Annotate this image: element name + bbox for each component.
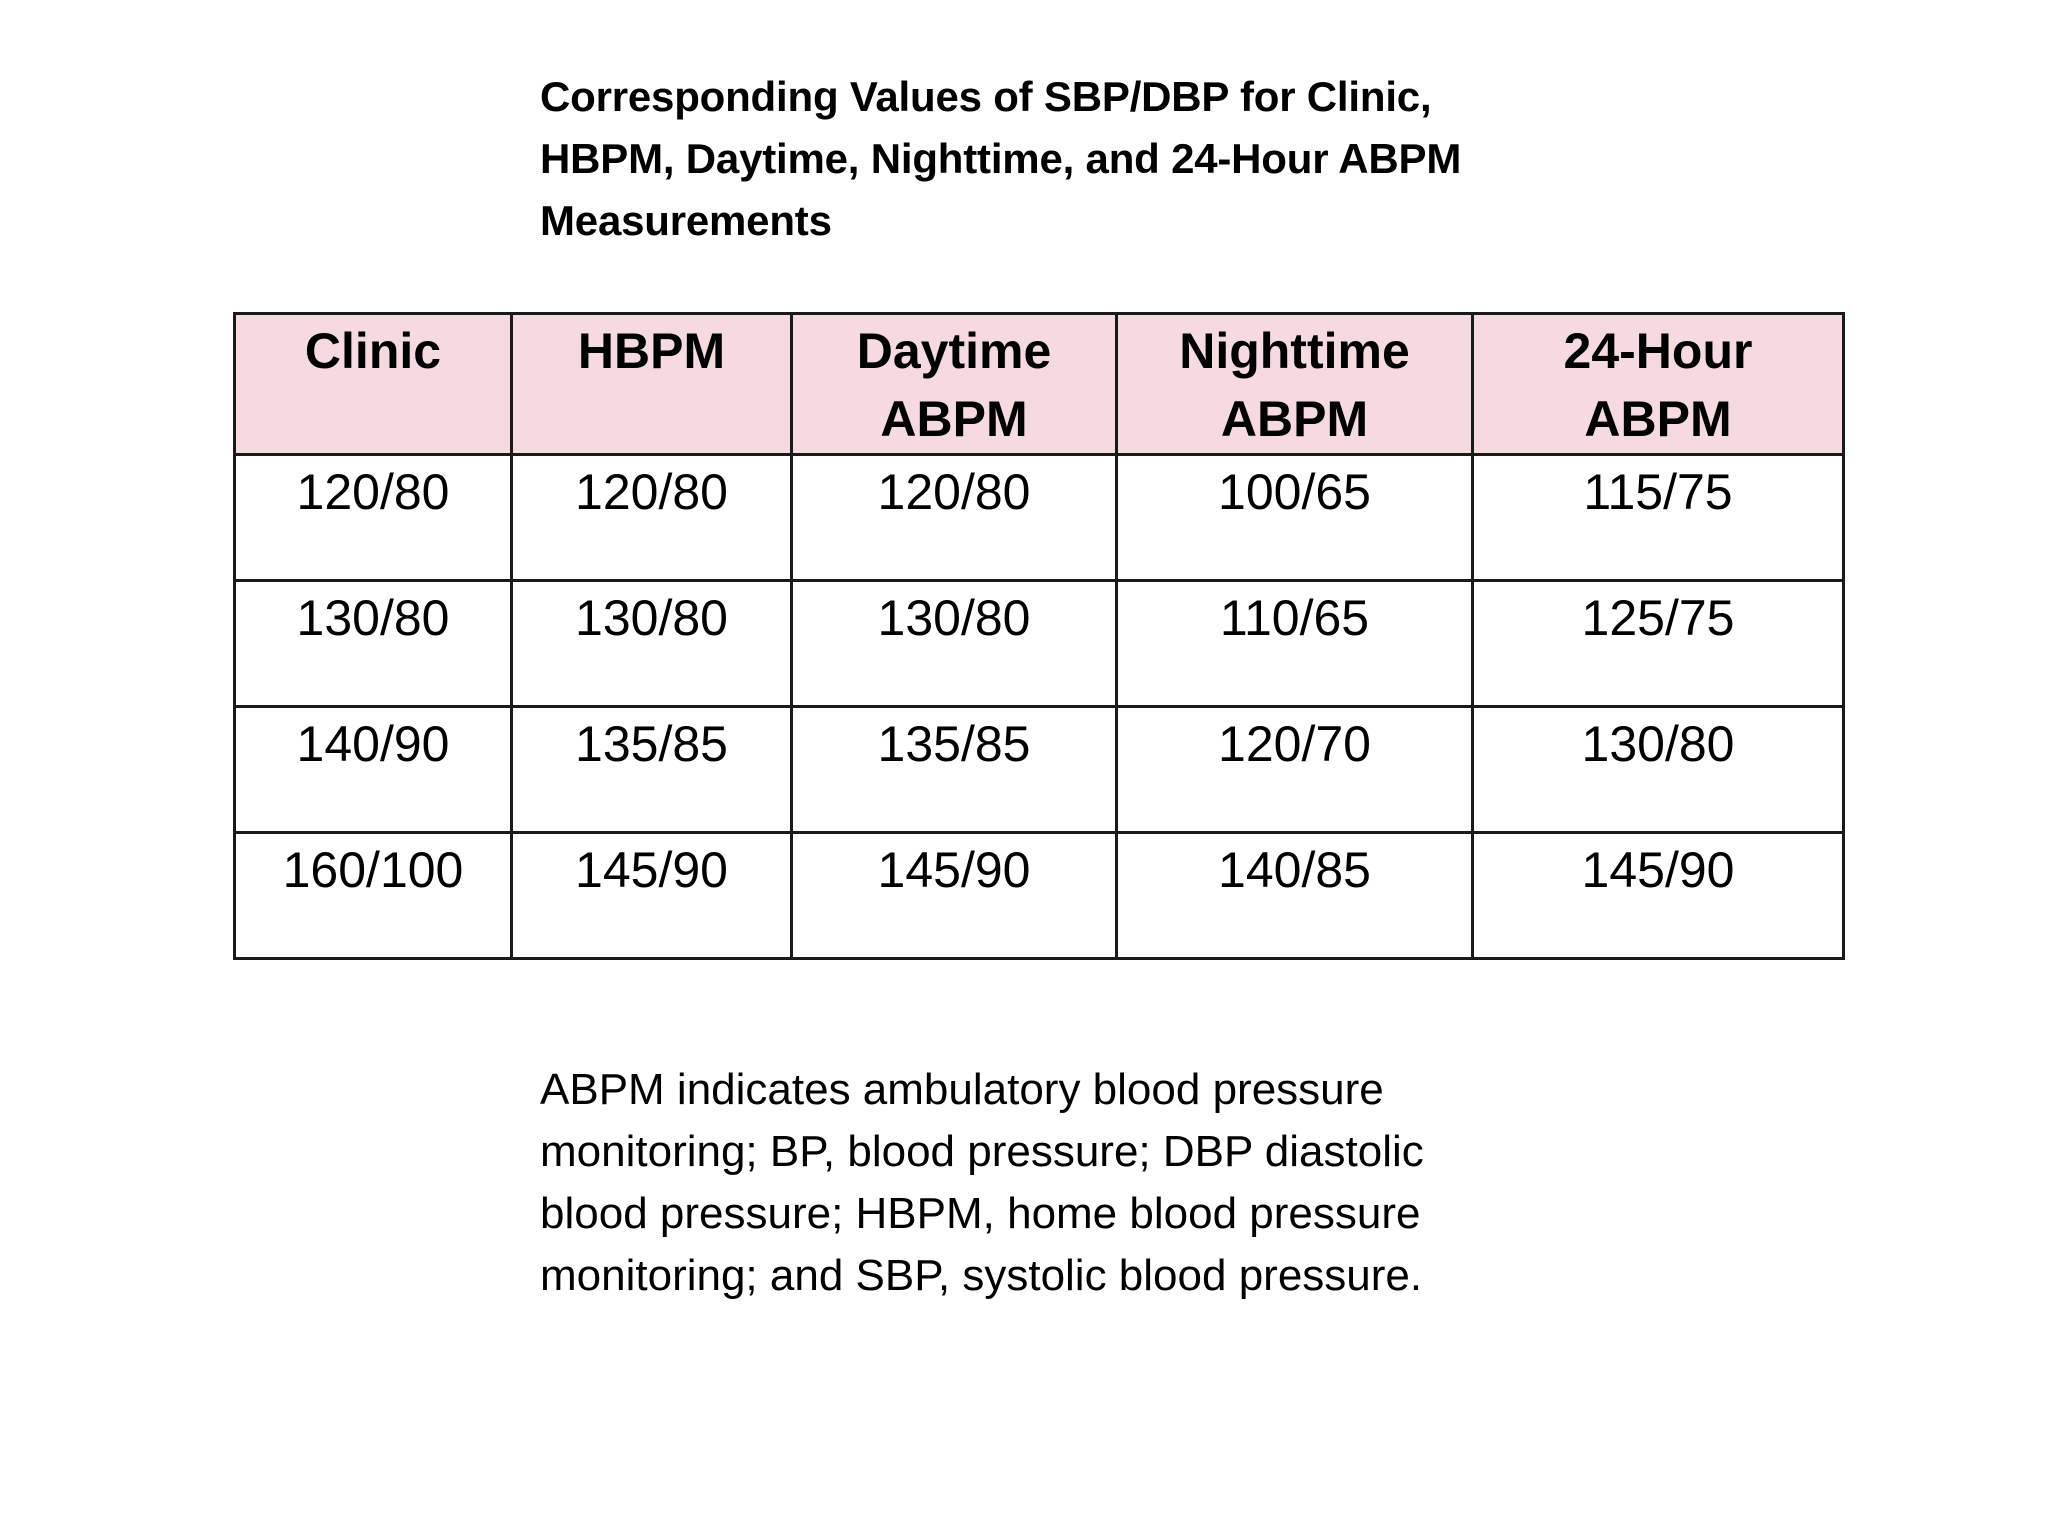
table-row [235, 455, 1844, 581]
cell-daytime-abpm: 135/85 [792, 707, 1117, 833]
bp-correspondence-table [233, 312, 1845, 960]
header-24-hour-line2: ABPM [1584, 391, 1732, 447]
table-header-row [235, 314, 1844, 455]
cell-nighttime-abpm: 140/85 [1117, 833, 1473, 959]
table-row [235, 833, 1844, 959]
cell-24-hour-abpm: 130/80 [1473, 707, 1844, 833]
abbreviations-footnote: ABPM indicates ambulatory blood pressure monitoring; BP, blood pressure; DBP diastolic blood pressure; HBPM, home blood pressure monitoring; and SBP, systolic blood pressure. [540, 1065, 1424, 1300]
cell-nighttime-abpm: 110/65 [1117, 581, 1473, 707]
cell-24-hour-abpm: 145/90 [1473, 833, 1844, 959]
header-24-hour-line1: 24-Hour [1563, 323, 1753, 379]
header-daytime-line2: ABPM [880, 391, 1028, 447]
table-row [235, 707, 1844, 833]
header-nighttime-line1: Nighttime [1179, 323, 1410, 379]
header-nighttime-line2: ABPM [1220, 391, 1369, 447]
cell-hbpm: 120/80 [512, 455, 792, 581]
header-nighttime-abpm [1117, 314, 1473, 455]
cell-24-hour-abpm: 115/75 [1473, 455, 1844, 581]
slide-title: Corresponding Values of SBP/DBP for Clinic, HBPM, Daytime, Nighttime, and 24-Hour ABPM Measurements [540, 73, 1462, 244]
header-clinic [235, 314, 512, 455]
header-daytime-line1: Daytime [856, 323, 1052, 379]
cell-daytime-abpm: 145/90 [792, 833, 1117, 959]
header-24-hour-abpm [1473, 314, 1844, 455]
cell-hbpm: 130/80 [512, 581, 792, 707]
cell-daytime-abpm: 120/80 [792, 455, 1117, 581]
cell-24-hour-abpm: 125/75 [1473, 581, 1844, 707]
cell-clinic: 140/90 [235, 707, 512, 833]
header-daytime-abpm [792, 314, 1117, 455]
header-hbpm [512, 314, 792, 455]
cell-clinic: 120/80 [235, 455, 512, 581]
cell-clinic: 130/80 [235, 581, 512, 707]
cell-clinic: 160/100 [235, 833, 512, 959]
header-clinic-line1: Clinic [304, 323, 442, 379]
cell-hbpm: 145/90 [512, 833, 792, 959]
cell-daytime-abpm: 130/80 [792, 581, 1117, 707]
cell-hbpm: 135/85 [512, 707, 792, 833]
cell-nighttime-abpm: 100/65 [1117, 455, 1473, 581]
table-row [235, 581, 1844, 707]
header-hbpm-line1: HBPM [577, 323, 726, 379]
cell-nighttime-abpm: 120/70 [1117, 707, 1473, 833]
